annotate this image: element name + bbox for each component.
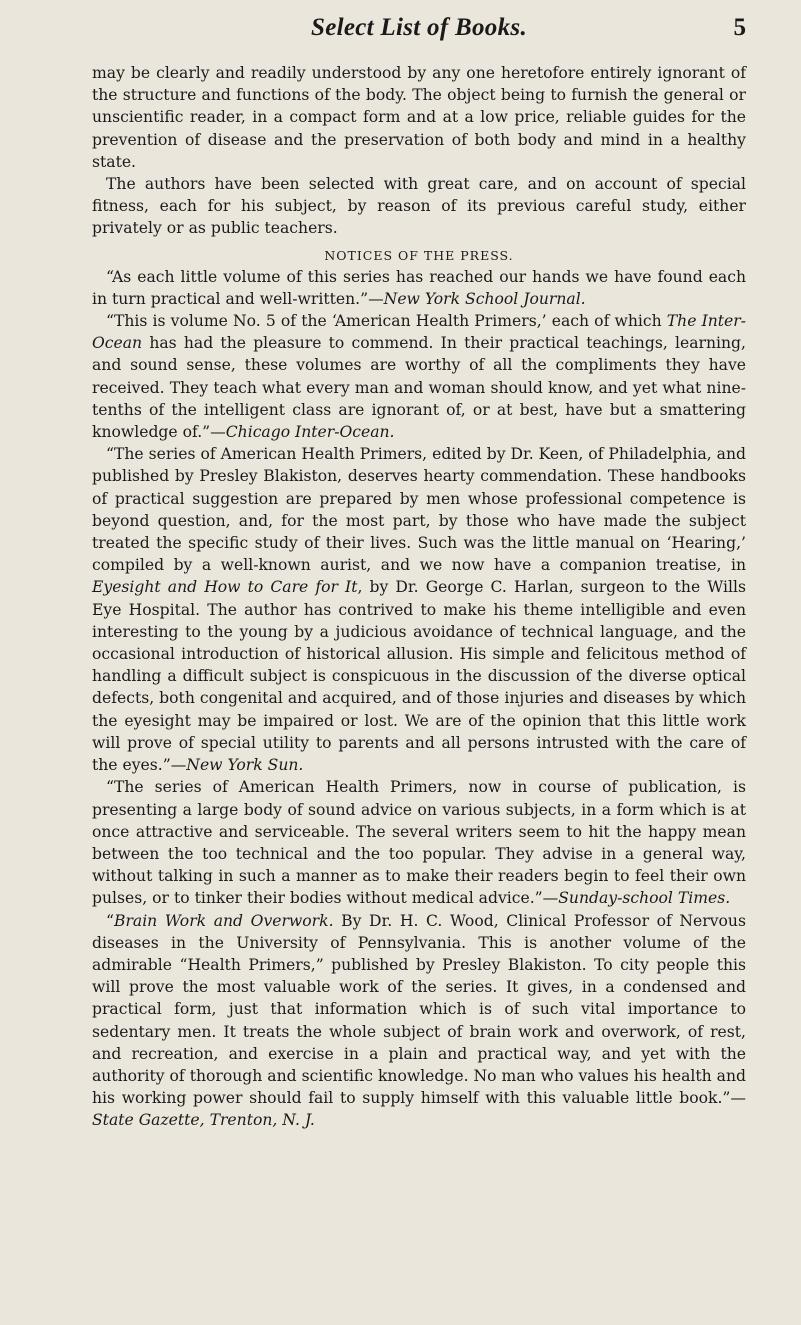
notice-5-italic-title: Brain Work and Overwork.: [113, 911, 334, 930]
notice-5-text-b: By Dr. H. C. Wood, Clinical Professor of Nervous diseases in the University of Pennsylvania. This is another volume of the admirable “Health Primers,” published by Presley Blakiston. To city people this will prove the most valuable work of the series. It gives, in a condensed and practical form, just that information which is of such vital importance to sedentary men. It treats the whole subject of brain work and overwork, of rest, and recreation, and exercise in a plain and practical way, and yet with the authority of thorough and scientific knowledge. No man who values his health and his working power should fail to supply himself with this valuable little book.”—: [92, 911, 746, 1108]
notice-1-source: New York School Journal.: [383, 289, 586, 308]
notice-3-text-b: , by Dr. George C. Harlan, surgeon to the Wills Eye Hospital. The author has contrived to make his theme intelligible and even interesting to the young by a judicious avoidance of technical language, and the occasional introduction of historical allusion. His simple and felicitous method of handling a difficult subject is conspicuous in the discussion of the diverse optical defects, both congenital and acquired, and of those injuries and diseases by which the eyesight may be impaired or lost. We are of the opinion that this little work will prove of special utility to parents and all persons intrusted with the care of the eyes.”—: [92, 578, 746, 775]
notice-2-italic-title: The Inter-Ocean: [92, 312, 746, 353]
notice-2-text-a: “This is volume No. 5 of the ‘American Health Primers,’ each of which: [106, 312, 667, 331]
notice-3-italic-title: Eyesight and How to Care for It: [92, 578, 358, 597]
notice-4-source: Sunday-school Times.: [558, 889, 731, 908]
notice-2-text-b: has had the pleasure to commend. In their practical teachings, learning, and sound sense, these volumes are worthy of all the compliments they have received. They teach what every man and woman should know, and yet what nine-tenths of the intelligent class are ignorant of, or at best, have but a smattering knowledge of.”—: [92, 334, 746, 442]
intro-paragraph-1: may be clearly and readily understood by any one heretofore entirely ignorant of the structure and functions of the body. The object being to furnish the general or unscientific reader, in a compact form and at a low price, reliable guides for the prevention of disease and the preservation of both body and mind in a healthy state.: [92, 64, 746, 171]
notice-1-text: “As each little volume of this series has reached our hands we have found each in turn practical and well-written.”—: [92, 267, 746, 308]
page-number: 5: [733, 14, 746, 41]
notice-3-text-a: “The series of American Health Primers, edited by Dr. Keen, of Philadelphia, and published by Presley Blakiston, deserves hearty commendation. These handbooks of practical suggestion are prepared by men whose professional competence is beyond question, and, for the most part, by those who have made the subject treated the specific study of their lives. Such was the little manual on ‘Hearing,’ compiled by a well-known aurist, and we now have a companion treatise, in: [92, 445, 746, 575]
notice-5: [92, 910, 746, 1132]
running-head: [92, 0, 746, 48]
notice-5-source: State Gazette, Trenton, N. J.: [92, 1111, 315, 1130]
notice-3-source: New York Sun.: [186, 756, 304, 775]
running-title: Select List of Books.: [310, 14, 527, 41]
notice-3: [92, 443, 746, 776]
intro-paragraph-2: The authors have been selected with great care, and on account of special fitness, each for his subject, by reason of its previous careful study, either privately or as public teachers.: [92, 175, 746, 238]
notices-heading: NOTICES OF THE PRESS.: [324, 247, 514, 263]
notice-4-text: “The series of American Health Primers, now in course of publication, is presenting a large body of sound advice on various subjects, in a form which is at once attractive and serviceable. The several writers seem to hit the happy mean between the too technical and the too popular. They advise in a general way, without talking in such a manner as to make their readers begin to feel their own pulses, or to tinker their bodies without medical advice.”—: [92, 778, 746, 908]
notice-5-open-quote: “: [106, 911, 114, 930]
body-text: [92, 62, 746, 1132]
notice-2-source: Chicago Inter-Ocean.: [225, 423, 395, 442]
notice-1: [92, 266, 746, 310]
notice-4: [92, 776, 746, 909]
notice-2: [92, 310, 746, 443]
